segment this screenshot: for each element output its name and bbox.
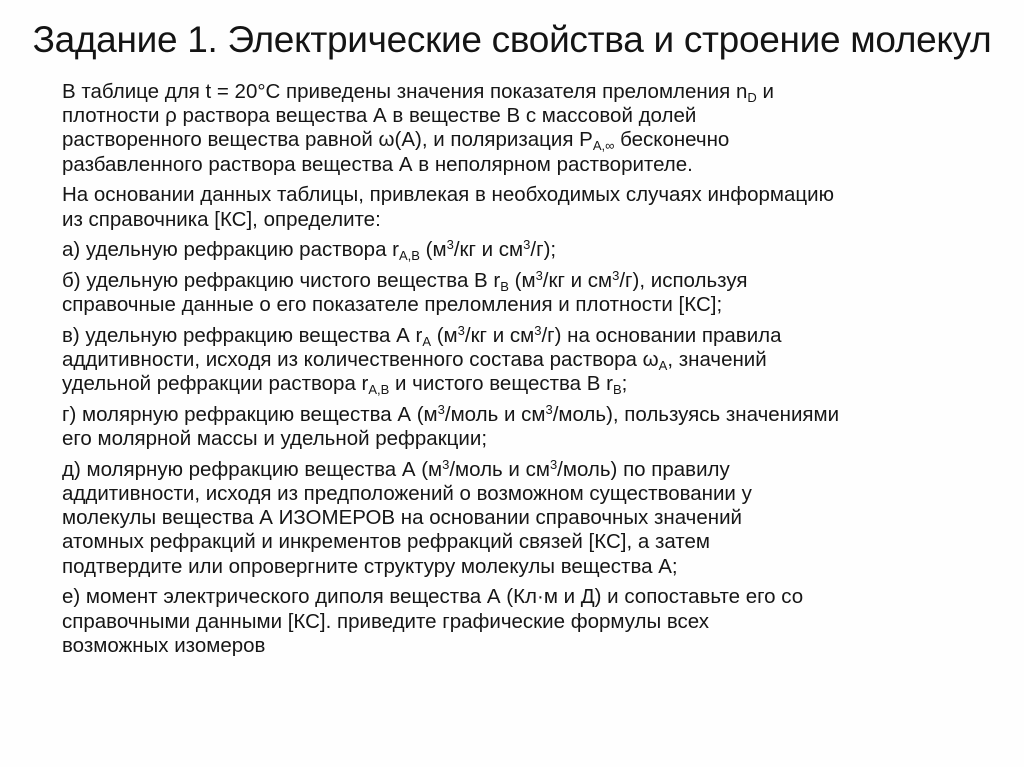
text-line <box>62 456 962 482</box>
text-run: и чистого вещества В r <box>389 372 613 396</box>
text-line <box>62 128 962 154</box>
text-run: (м <box>431 323 458 347</box>
superscript: 3 <box>437 401 445 417</box>
text-run: е) момент электрического диполя вещества А (Кл·м и Д) и сопоставьте его со <box>62 585 804 609</box>
superscript: 3 <box>549 456 558 472</box>
text-run: /кг и см <box>464 323 535 347</box>
text-run: (м <box>419 238 447 262</box>
subscript: A,B <box>399 248 420 264</box>
paragraph-item-g <box>62 403 962 451</box>
superscript: 3 <box>612 267 620 283</box>
paragraph-instruction <box>62 183 962 231</box>
superscript: 3 <box>442 456 450 472</box>
text-line <box>62 104 962 128</box>
paragraph-item-e <box>62 585 962 658</box>
slide-title: Задание 1. Электрические свойства и строение молекул <box>32 19 992 60</box>
text-run: плотности ρ раствора вещества А в веществе В с массовой долей <box>62 104 697 128</box>
text-line <box>62 207 962 232</box>
text-line <box>62 530 962 554</box>
superscript: 3 <box>446 237 454 253</box>
text-line <box>62 482 962 506</box>
text-run: удельной рефракции раствора r <box>62 372 369 396</box>
text-run: молекулы вещества А ИЗОМЕРОВ на основании справочных значений <box>62 506 742 530</box>
text-run: растворенного вещества равной ω(А), и поляризация P <box>62 128 593 152</box>
text-line <box>62 609 962 634</box>
text-line <box>62 585 962 609</box>
subscript: B <box>500 278 509 294</box>
paragraph-item-b <box>62 269 962 317</box>
text-run: /моль) по правилу <box>557 457 730 481</box>
subscript: A <box>422 333 432 349</box>
paragraph-intro <box>62 80 962 177</box>
subscript: D <box>747 90 757 105</box>
text-run: подтвердите или опровергните структуру молекулы вещества А; <box>62 554 678 578</box>
text-run: На основании данных таблицы, привлекая в необходимых случаях информацию <box>62 183 834 207</box>
text-run: справочные данные о его показателе преломления и плотности [КС]; <box>62 293 723 317</box>
superscript: 3 <box>545 401 553 417</box>
subscript: A,B <box>368 382 390 398</box>
text-run: /моль и см <box>449 457 550 481</box>
text-line <box>62 293 962 317</box>
text-run: /кг и см <box>453 238 524 262</box>
text-run: атомных рефракций и инкрементов рефракций связей [КС], а затем <box>62 530 710 554</box>
text-run: возможных изомеров <box>62 633 266 657</box>
paragraph-item-a <box>62 238 962 262</box>
text-run: /г), используя <box>619 268 748 292</box>
text-run: бесконечно <box>614 128 730 152</box>
text-run: а) удельную рефракцию раствора r <box>62 238 399 262</box>
text-run: из справочника [КС], определите: <box>62 207 381 231</box>
text-run: , значений <box>667 348 767 372</box>
text-line <box>62 633 962 658</box>
text-line <box>62 267 962 294</box>
paragraph-item-v <box>62 324 962 397</box>
text-line <box>62 427 962 451</box>
text-run: б) удельную рефракцию чистого вещества В r <box>62 268 501 292</box>
text-run: /кг и см <box>542 268 613 292</box>
text-run: В таблице для t = 20°С приведены значения показателя преломления n <box>62 80 748 103</box>
superscript: 3 <box>535 267 543 283</box>
subscript: A <box>658 358 668 374</box>
text-run: ; <box>621 372 628 396</box>
text-line <box>62 401 962 427</box>
text-run: /г); <box>530 238 557 262</box>
text-run: г) молярную рефракцию вещества А (м <box>62 402 438 426</box>
superscript: 3 <box>457 322 465 338</box>
text-line <box>62 554 962 579</box>
text-run: разбавленного раствора вещества А в неполярном растворителе. <box>62 152 693 176</box>
superscript: 3 <box>534 322 542 338</box>
text-line <box>62 237 962 264</box>
text-run: /г) на основании правила <box>541 323 782 347</box>
subscript: A,∞ <box>592 138 615 154</box>
text-line <box>62 80 962 105</box>
text-run: в) удельную рефракцию вещества А r <box>62 323 423 347</box>
text-run: его молярной массы и удельной рефракции; <box>62 427 488 451</box>
superscript: 3 <box>523 237 531 253</box>
text-run: и <box>756 80 774 103</box>
text-line <box>62 506 962 530</box>
paragraph-item-d <box>62 458 962 579</box>
text-run: /моль и см <box>444 402 546 426</box>
text-line <box>62 348 962 374</box>
text-run: д) молярную рефракцию вещества А (м <box>62 457 443 481</box>
text-line <box>62 152 962 177</box>
text-run: /моль), пользуясь значениями <box>552 402 840 426</box>
subscript: B <box>612 382 622 398</box>
text-line <box>62 372 962 398</box>
text-run: аддитивности, исходя из количественного состава раствора ω <box>62 348 659 372</box>
text-line <box>62 322 962 349</box>
slide-body <box>62 80 962 664</box>
text-line <box>62 183 962 207</box>
text-run: справочными данными [КС]. приведите графические формулы всех <box>62 609 709 633</box>
text-run: (м <box>508 268 536 292</box>
text-run: аддитивности, исходя из предположений о возможном существовании у <box>62 482 752 506</box>
